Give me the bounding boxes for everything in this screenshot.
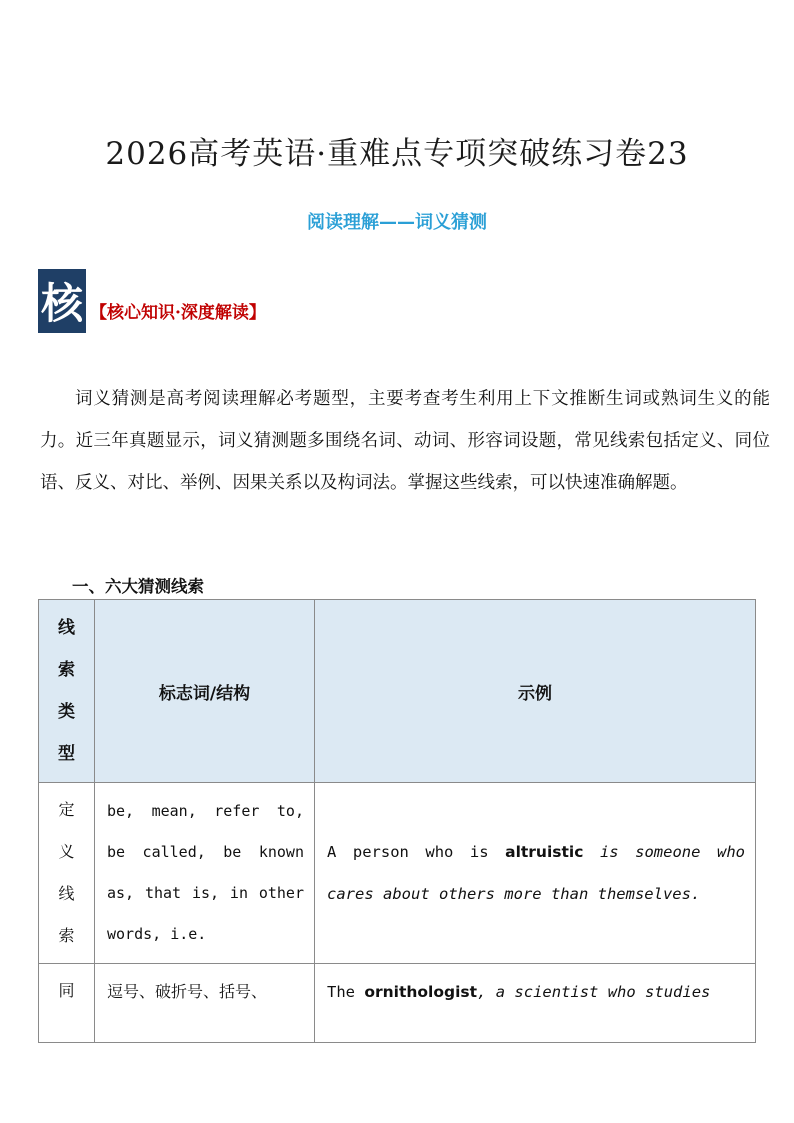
core-badge: 核 (38, 269, 86, 333)
list-heading: 一、六大猜测线索 (72, 577, 204, 596)
example-prefix: A person who is (327, 843, 506, 861)
example-cell (315, 783, 756, 964)
markers-cell: be, mean, refer to, be called, be known as, that is, in other words, i.e. (95, 783, 315, 964)
header-clue-type (39, 600, 95, 783)
page-subtitle: 阅读理解——词义猜测 (307, 212, 487, 233)
intro-text: 词义猜测是高考阅读理解必考题型，主要考查考生利用上下文推断生词或熟词生义的能力。近三年真题显示，词义猜测题多围绕名词、动词、形容词设题，常见线索包括定义、同位语、反义、对比、举例、因果关系以及构词法。掌握这些线索，可以快速准确解题。 (40, 389, 770, 493)
example-suffix: is someone who cares about others more than themselves. (327, 843, 745, 903)
clue-table (38, 599, 756, 1043)
markers-cell: 逗号、破折号、括号、 (95, 964, 315, 1043)
example-keyword: ornithologist (364, 983, 478, 1001)
clue-type-text: 定义线索 (58, 800, 75, 945)
example-cell (315, 964, 756, 1043)
clue-type-cell (39, 783, 95, 964)
header-clue-type-text: 线索类型 (58, 618, 75, 764)
table-row (39, 964, 756, 1043)
header-markers: 标志词/结构 (95, 600, 315, 783)
page-title: 2026高考英语·重难点专项突破练习卷23 (105, 136, 689, 172)
clue-type-text: 同 (58, 981, 75, 1000)
clue-type-cell (39, 964, 95, 1043)
table-row (39, 783, 756, 964)
example-keyword: altruistic (505, 843, 584, 861)
header-example: 示例 (315, 600, 756, 783)
example-prefix: The (327, 983, 365, 1001)
intro-paragraph (40, 378, 770, 504)
section-heading: 【核心知识·深度解读】 (90, 303, 266, 323)
example-suffix: , a scientist who studies (477, 983, 711, 1001)
table-header-row (39, 600, 756, 783)
